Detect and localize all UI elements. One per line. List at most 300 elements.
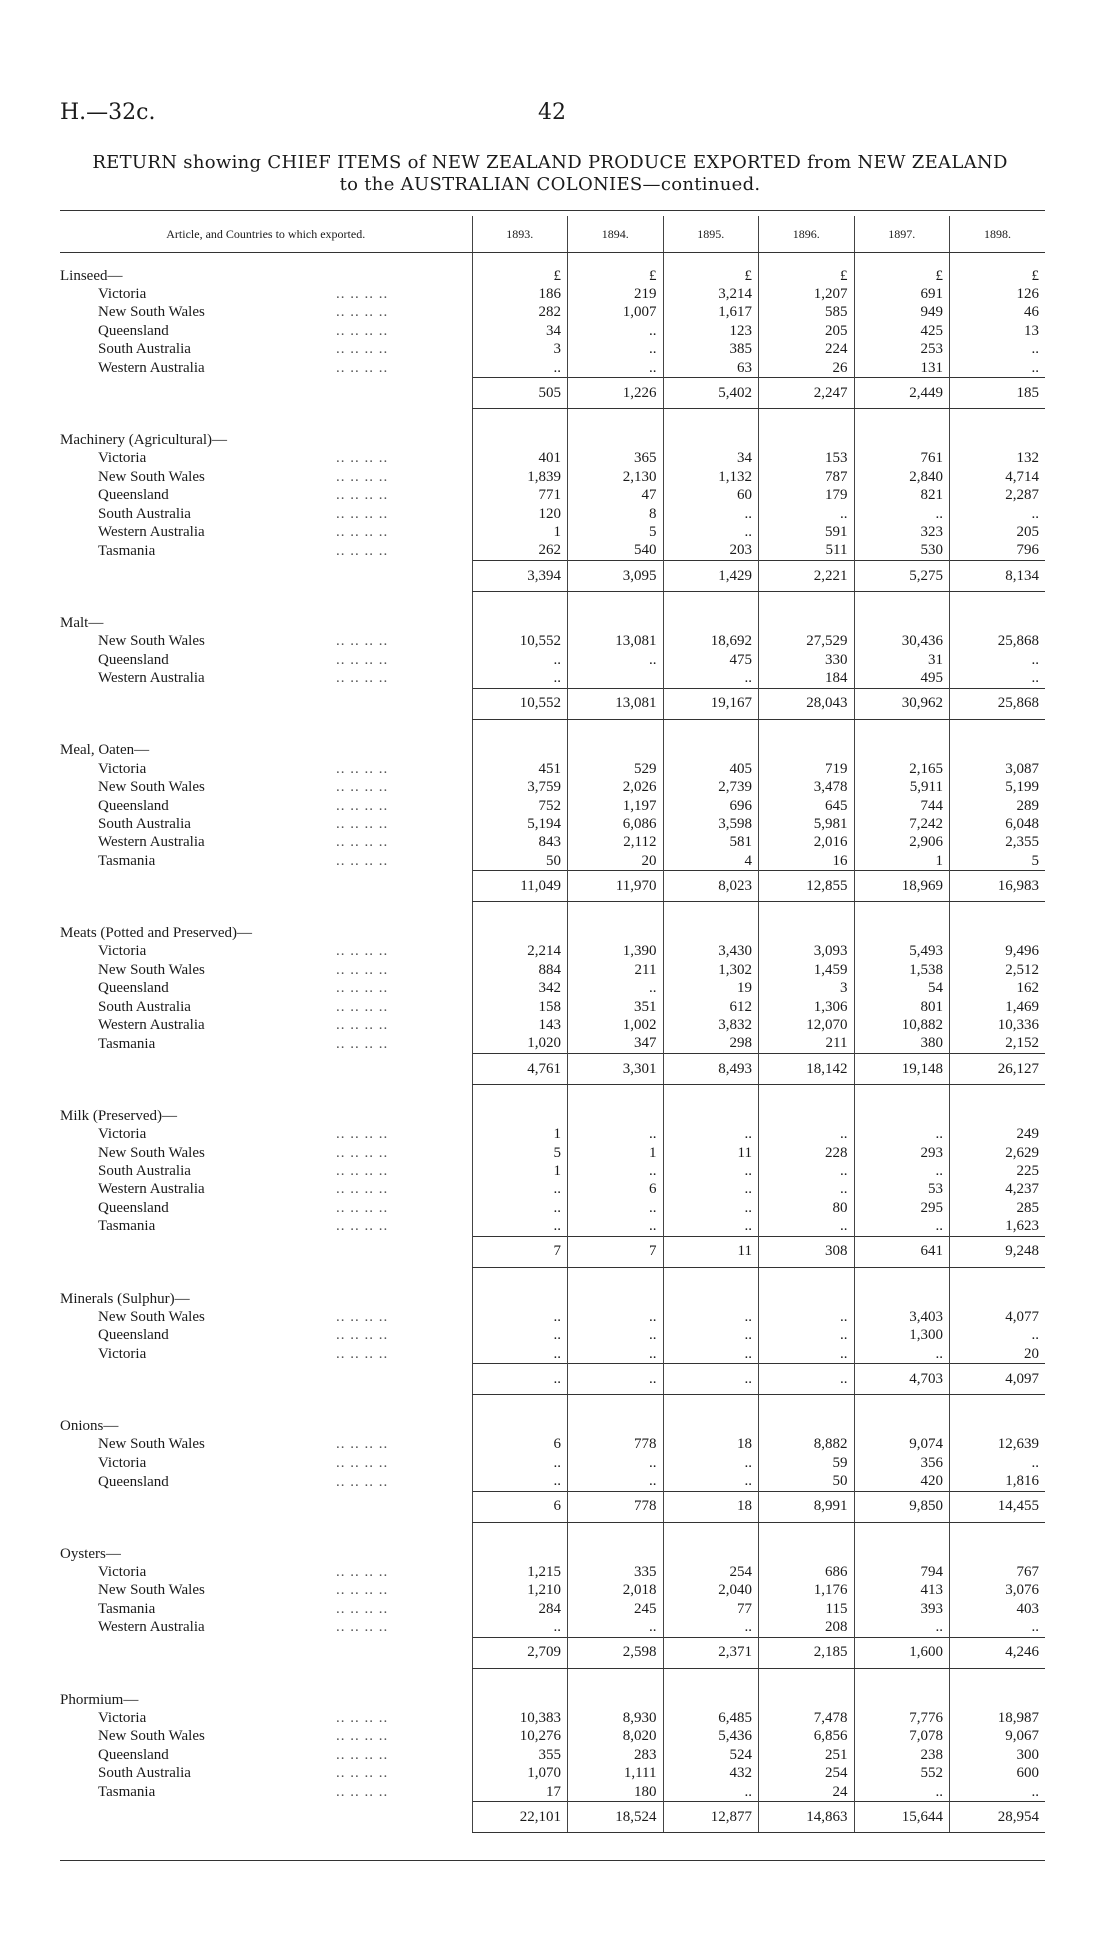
country-label <box>60 304 472 322</box>
total-row <box>60 871 1045 902</box>
value-cell: 9,496 <box>950 943 1046 961</box>
value-cell: .. <box>759 1126 855 1144</box>
value-cell: 12,070 <box>759 1016 855 1034</box>
leader-dots: .. .. .. .. <box>336 1345 389 1362</box>
leader-dots: .. .. .. .. <box>336 1765 389 1782</box>
spacer-cell <box>60 1522 472 1545</box>
value-cell: .. <box>854 1126 950 1144</box>
category-row <box>60 1545 1045 1563</box>
column-header-1895: 1895. <box>663 216 759 253</box>
value-cell: 24 <box>759 1783 855 1802</box>
table-row <box>60 1582 1045 1600</box>
country-name: Tasmania <box>98 852 156 869</box>
spacer-cell <box>950 253 1046 268</box>
country-label <box>60 815 472 833</box>
country-name: Queensland <box>98 797 169 814</box>
value-cell: .. <box>472 1199 568 1217</box>
total-value: 9,850 <box>854 1491 950 1522</box>
currency-cell <box>472 614 568 632</box>
value-cell: 495 <box>854 669 950 688</box>
value-cell: 1 <box>568 1144 664 1162</box>
leader-dots: .. .. .. .. <box>336 651 389 668</box>
spacer-cell <box>60 1668 472 1691</box>
spacer-cell <box>60 1085 472 1108</box>
leader-dots: .. .. .. .. <box>336 760 389 777</box>
country-name: New South Wales <box>98 779 205 796</box>
category-row <box>60 924 1045 942</box>
value-cell: 2,130 <box>568 468 664 486</box>
value-cell: 696 <box>663 797 759 815</box>
category-row <box>60 431 1045 449</box>
value-cell: .. <box>568 651 664 669</box>
value-cell: 2,165 <box>854 760 950 778</box>
value-cell: 585 <box>759 304 855 322</box>
country-name: Victoria <box>98 1454 147 1471</box>
country-label <box>60 322 472 340</box>
currency-cell: £ <box>472 267 568 285</box>
total-value: 8,493 <box>663 1054 759 1085</box>
value-cell: 323 <box>854 523 950 541</box>
currency-cell <box>950 742 1046 760</box>
leader-dots: .. .. .. .. <box>336 468 389 485</box>
value-cell: 282 <box>472 304 568 322</box>
spacer-cell <box>950 1267 1046 1290</box>
value-cell: 405 <box>663 760 759 778</box>
country-name: New South Wales <box>98 633 205 650</box>
value-cell: 115 <box>759 1600 855 1618</box>
value-cell: 1,197 <box>568 797 664 815</box>
table-row <box>60 1436 1045 1454</box>
table-row <box>60 651 1045 669</box>
table-row <box>60 1181 1045 1199</box>
spacer-cell <box>759 1668 855 1691</box>
spacer-cell <box>950 1668 1046 1691</box>
value-cell: 6,485 <box>663 1709 759 1727</box>
value-cell: 10,882 <box>854 1016 950 1034</box>
country-label <box>60 450 472 468</box>
country-label <box>60 1436 472 1454</box>
value-cell: 60 <box>663 487 759 505</box>
country-name: Victoria <box>98 286 147 303</box>
value-cell: 7,078 <box>854 1728 950 1746</box>
value-cell: 10,336 <box>950 1016 1046 1034</box>
spacer-cell <box>854 902 950 925</box>
value-cell: 2,906 <box>854 834 950 852</box>
table-row <box>60 760 1045 778</box>
value-cell: 3,403 <box>854 1308 950 1326</box>
currency-cell <box>950 1545 1046 1563</box>
value-cell: 284 <box>472 1600 568 1618</box>
table-row <box>60 468 1045 486</box>
value-cell: 1,390 <box>568 943 664 961</box>
table-row <box>60 1162 1045 1180</box>
spacer-cell <box>663 409 759 432</box>
category-name: Onions— <box>60 1418 119 1435</box>
value-cell: .. <box>472 1181 568 1199</box>
value-cell: 403 <box>950 1600 1046 1618</box>
value-cell: 2,287 <box>950 487 1046 505</box>
leader-dots: .. .. .. .. <box>336 1126 389 1143</box>
leader-dots: .. .. .. .. <box>336 1710 389 1726</box>
value-cell: 4,077 <box>950 1308 1046 1326</box>
value-cell: 18 <box>663 1436 759 1454</box>
leader-dots: .. .. .. .. <box>336 670 389 687</box>
value-cell: 224 <box>759 341 855 359</box>
category-row <box>60 1107 1045 1125</box>
value-cell: 289 <box>950 797 1046 815</box>
value-cell: 225 <box>950 1162 1046 1180</box>
country-name: New South Wales <box>98 961 205 978</box>
currency-cell <box>759 1417 855 1435</box>
spacer-cell <box>568 1267 664 1290</box>
spacer-cell <box>472 592 568 615</box>
value-cell: .. <box>759 1345 855 1364</box>
country-name: Victoria <box>98 760 147 777</box>
value-cell: 3,759 <box>472 778 568 796</box>
value-cell: 298 <box>663 1035 759 1054</box>
currency-cell <box>472 1107 568 1125</box>
value-cell: 6 <box>568 1181 664 1199</box>
country-name: South Australia <box>98 815 191 832</box>
total-value: 8,023 <box>663 871 759 902</box>
value-cell: 794 <box>854 1563 950 1581</box>
country-name: Queensland <box>98 651 169 668</box>
value-cell: 1 <box>472 1126 568 1144</box>
currency-cell <box>854 614 950 632</box>
value-cell: 158 <box>472 998 568 1016</box>
leader-dots: .. .. .. .. <box>336 1162 389 1179</box>
total-value: 22,101 <box>472 1802 568 1833</box>
table-row <box>60 1709 1045 1727</box>
value-cell: .. <box>568 1199 664 1217</box>
country-label <box>60 1582 472 1600</box>
value-cell: 186 <box>472 285 568 303</box>
total-value: 2,371 <box>663 1637 759 1668</box>
total-value: 8,134 <box>950 561 1046 592</box>
spacer-cell <box>60 592 472 615</box>
currency-cell <box>472 1691 568 1709</box>
value-cell: 771 <box>472 487 568 505</box>
leader-dots: .. .. .. .. <box>336 998 389 1015</box>
value-cell: .. <box>472 1345 568 1364</box>
country-name: Tasmania <box>98 542 156 559</box>
value-cell: 1,617 <box>663 304 759 322</box>
spacer-cell <box>472 1267 568 1290</box>
value-cell: 2,016 <box>759 834 855 852</box>
country-name: Queensland <box>98 980 169 997</box>
value-cell: 2,629 <box>950 1144 1046 1162</box>
value-cell: 5,194 <box>472 815 568 833</box>
total-value: 28,954 <box>950 1802 1046 1833</box>
value-cell: 1 <box>472 1162 568 1180</box>
currency-cell <box>663 742 759 760</box>
value-cell: 300 <box>950 1746 1046 1764</box>
value-cell: 843 <box>472 834 568 852</box>
total-row <box>60 1054 1045 1085</box>
value-cell: 253 <box>854 341 950 359</box>
value-cell: 1,111 <box>568 1764 664 1782</box>
leader-dots: .. .. .. .. <box>336 1144 389 1161</box>
country-label <box>60 1308 472 1326</box>
value-cell: .. <box>568 341 664 359</box>
total-value: 3,301 <box>568 1054 664 1085</box>
value-cell: 425 <box>854 322 950 340</box>
value-cell: 401 <box>472 450 568 468</box>
country-name: Tasmania <box>98 1218 156 1235</box>
currency-cell: £ <box>759 267 855 285</box>
country-label <box>60 523 472 541</box>
value-cell: 787 <box>759 468 855 486</box>
category-name: Linseed— <box>60 267 123 284</box>
value-cell: 18,692 <box>663 632 759 650</box>
value-cell: .. <box>854 1345 950 1364</box>
value-cell: 8,882 <box>759 1436 855 1454</box>
table-row <box>60 1217 1045 1236</box>
value-cell: 365 <box>568 450 664 468</box>
country-name: South Australia <box>98 998 191 1015</box>
table-row <box>60 542 1045 561</box>
value-cell: .. <box>568 322 664 340</box>
total-value: 11 <box>663 1236 759 1267</box>
value-cell: 581 <box>663 834 759 852</box>
country-name: Tasmania <box>98 1600 156 1617</box>
table-row <box>60 632 1045 650</box>
value-cell: 1,306 <box>759 998 855 1016</box>
value-cell: 600 <box>950 1764 1046 1782</box>
table-row <box>60 1619 1045 1638</box>
country-label <box>60 760 472 778</box>
country-name: Queensland <box>98 1746 169 1763</box>
value-cell: 293 <box>854 1144 950 1162</box>
spacer-cell <box>568 253 664 268</box>
column-header-article: Article, and Countries to which exported. <box>60 216 472 253</box>
currency-cell <box>950 614 1046 632</box>
currency-cell: £ <box>854 267 950 285</box>
table-row <box>60 1764 1045 1782</box>
section-spacer <box>60 253 1045 268</box>
table-row <box>60 778 1045 796</box>
spacer-cell <box>663 902 759 925</box>
category-row <box>60 614 1045 632</box>
value-cell: 5 <box>472 1144 568 1162</box>
currency-cell: £ <box>568 267 664 285</box>
table-row <box>60 341 1045 359</box>
value-cell: 53 <box>854 1181 950 1199</box>
total-value: 18,969 <box>854 871 950 902</box>
currency-cell <box>663 431 759 449</box>
value-cell: 3,430 <box>663 943 759 961</box>
total-value: 18,524 <box>568 1802 664 1833</box>
table-row <box>60 523 1045 541</box>
currency-cell <box>854 1545 950 1563</box>
currency-cell <box>472 1290 568 1308</box>
value-cell: 10,276 <box>472 1728 568 1746</box>
value-cell: 3,478 <box>759 778 855 796</box>
return-table <box>60 216 1045 1833</box>
value-cell: 451 <box>472 760 568 778</box>
currency-cell <box>759 1691 855 1709</box>
value-cell: 3,076 <box>950 1582 1046 1600</box>
total-value: 8,991 <box>759 1491 855 1522</box>
spacer-cell <box>663 592 759 615</box>
value-cell: .. <box>663 1454 759 1472</box>
table-row <box>60 1144 1045 1162</box>
total-value: 3,394 <box>472 561 568 592</box>
value-cell: 10,383 <box>472 1709 568 1727</box>
value-cell: .. <box>568 1162 664 1180</box>
value-cell: 25,868 <box>950 632 1046 650</box>
country-name: Queensland <box>98 322 169 339</box>
table-top-rule <box>60 210 1045 211</box>
country-label <box>60 1764 472 1782</box>
total-row <box>60 1236 1045 1267</box>
total-value: 11,049 <box>472 871 568 902</box>
value-cell: 1,007 <box>568 304 664 322</box>
value-cell: .. <box>663 1619 759 1638</box>
country-name: Western Australia <box>98 1017 205 1034</box>
country-label <box>60 998 472 1016</box>
spacer-cell <box>60 409 472 432</box>
total-value: 2,709 <box>472 1637 568 1668</box>
spacer-cell <box>568 1668 664 1691</box>
value-cell: .. <box>472 1327 568 1345</box>
column-header-1897: 1897. <box>854 216 950 253</box>
table-row <box>60 285 1045 303</box>
value-cell: 1,623 <box>950 1217 1046 1236</box>
currency-cell <box>950 1107 1046 1125</box>
country-name: New South Wales <box>98 1582 205 1599</box>
country-name: New South Wales <box>98 1144 205 1161</box>
leader-dots: .. .. .. .. <box>336 834 389 851</box>
value-cell: 153 <box>759 450 855 468</box>
value-cell: .. <box>759 1327 855 1345</box>
value-cell: 821 <box>854 487 950 505</box>
value-cell: 645 <box>759 797 855 815</box>
leader-dots: .. .. .. .. <box>336 943 389 960</box>
value-cell: .. <box>568 1454 664 1472</box>
column-header-1896: 1896. <box>759 216 855 253</box>
country-label <box>60 1144 472 1162</box>
value-cell: 10,552 <box>472 632 568 650</box>
section-spacer <box>60 719 1045 742</box>
value-cell: 295 <box>854 1199 950 1217</box>
value-cell: 6,856 <box>759 1728 855 1746</box>
spacer-cell <box>60 1395 472 1418</box>
leader-dots: .. .. .. .. <box>336 1436 389 1453</box>
spacer-cell <box>854 592 950 615</box>
value-cell: 884 <box>472 961 568 979</box>
spacer-cell <box>663 253 759 268</box>
value-cell: 8,930 <box>568 1709 664 1727</box>
total-value: 18 <box>663 1491 759 1522</box>
spacer-cell <box>472 1522 568 1545</box>
value-cell: 3 <box>472 341 568 359</box>
value-cell: 686 <box>759 1563 855 1581</box>
country-name: South Australia <box>98 1162 191 1179</box>
currency-cell <box>759 614 855 632</box>
section-spacer <box>60 1522 1045 1545</box>
country-label <box>60 1016 472 1034</box>
value-cell: .. <box>472 1473 568 1492</box>
value-cell: 17 <box>472 1783 568 1802</box>
country-label <box>60 487 472 505</box>
table-row <box>60 1126 1045 1144</box>
value-cell: 2,018 <box>568 1582 664 1600</box>
value-cell: 2,040 <box>663 1582 759 1600</box>
spacer-cell <box>854 1668 950 1691</box>
country-name: Western Australia <box>98 359 205 376</box>
currency-cell <box>472 431 568 449</box>
country-label <box>60 778 472 796</box>
value-cell: 1,176 <box>759 1582 855 1600</box>
section-spacer <box>60 902 1045 925</box>
leader-dots: .. .. .. .. <box>336 1582 389 1599</box>
value-cell: 5 <box>950 852 1046 871</box>
total-value: 19,148 <box>854 1054 950 1085</box>
country-name: Victoria <box>98 943 147 960</box>
value-cell: 16 <box>759 852 855 871</box>
value-cell: 228 <box>759 1144 855 1162</box>
country-label <box>60 1126 472 1144</box>
value-cell: 6,086 <box>568 815 664 833</box>
value-cell: 54 <box>854 980 950 998</box>
leader-dots: .. .. .. .. <box>336 487 389 504</box>
value-cell: 3,087 <box>950 760 1046 778</box>
country-label <box>60 669 472 688</box>
leader-dots: .. .. .. .. <box>336 1327 389 1344</box>
country-name: Victoria <box>98 450 147 467</box>
spacer-cell <box>663 1668 759 1691</box>
value-cell: 8 <box>568 505 664 523</box>
value-cell: 4,237 <box>950 1181 1046 1199</box>
total-value: 11,970 <box>568 871 664 902</box>
value-cell: 1,816 <box>950 1473 1046 1492</box>
country-name: Western Australia <box>98 1619 205 1636</box>
country-label <box>60 468 472 486</box>
country-name: Queensland <box>98 1473 169 1490</box>
currency-cell <box>568 1545 664 1563</box>
value-cell: 8,020 <box>568 1728 664 1746</box>
table-row <box>60 1199 1045 1217</box>
total-value: 10,552 <box>472 688 568 719</box>
value-cell: 6,048 <box>950 815 1046 833</box>
total-value: 19,167 <box>663 688 759 719</box>
spacer-cell <box>854 253 950 268</box>
country-label <box>60 1199 472 1217</box>
value-cell: 5,199 <box>950 778 1046 796</box>
total-label-cell <box>60 1364 472 1395</box>
total-label-cell <box>60 1802 472 1833</box>
value-cell: .. <box>663 1473 759 1492</box>
value-cell: 540 <box>568 542 664 561</box>
currency-cell <box>472 1417 568 1435</box>
currency-cell <box>568 431 664 449</box>
currency-cell <box>854 1691 950 1709</box>
leader-dots: .. .. .. .. <box>336 286 389 303</box>
value-cell: .. <box>472 1454 568 1472</box>
value-cell: .. <box>663 523 759 541</box>
currency-cell <box>472 1545 568 1563</box>
section-spacer <box>60 1267 1045 1290</box>
leader-dots: .. .. .. .. <box>336 1017 389 1034</box>
category-name: Phormium— <box>60 1691 139 1708</box>
currency-cell <box>759 1107 855 1125</box>
spacer-cell <box>568 592 664 615</box>
category-name: Milk (Preserved)— <box>60 1107 178 1124</box>
total-value: 14,863 <box>759 1802 855 1833</box>
total-value: .. <box>568 1364 664 1395</box>
table-row <box>60 304 1045 322</box>
